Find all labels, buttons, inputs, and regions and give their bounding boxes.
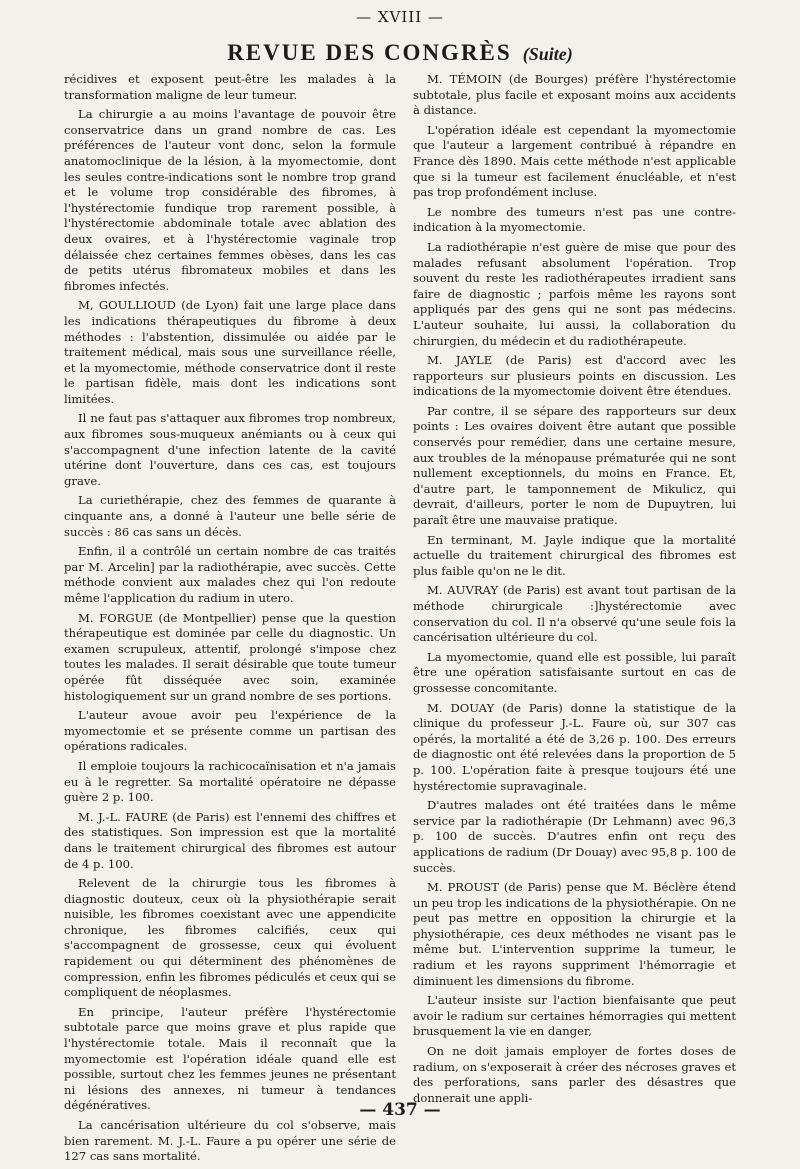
paragraph: Il emploie toujours la rachicocaïnisation et n'a jamais eu à le regretter. Sa mortalité opératoire ne dépasse guère 2 p. 100. [64, 758, 396, 805]
paragraph: récidives et exposent peut-être les malades à la transformation maligne de leur tumeur. [64, 72, 396, 102]
paragraph: La curiethérapie, chez des femmes de quarante à cinquante ans, a donné à l'auteur une belle série de succès : 86 cas sans un décès. [64, 493, 396, 539]
paragraph: L'auteur insiste sur l'action bienfaisante que peut avoir le radium sur certaines hémorragies qui mettent brusquement la vie en danger, [413, 993, 736, 1039]
paragraph: La chirurgie a au moins l'avantage de pouvoir être conservatrice dans un grand nombre de cas. Les préférences de l'auteur vont donc, selon la formule anatomoclinique de la lésion, à la myomectomie, dont les seules contre-indications sont le nombre trop grand et le volume trop considérable des fibromes, à l'hystérectomie fundique trop rarement possible, à l'hystérectomie abdominale totale avec ablation des deux ovaires, et à l'hystérectomie vaginale trop délaissée chez certaines femmes obèses, dans les cas de petits utérus fibromateux mobiles et dans les fibromes infectés. [64, 107, 396, 293]
paragraph: Enfin, il a contrôlé un certain nombre de cas traités par M. Arcelin] par la radiothérapie, avec succès. Cette méthode convient aux malades chez qui l'on redoute même l'application du radium in utero. [64, 544, 396, 605]
paragraph: D'autres malades ont été traitées dans le même service par la radiothérapie (Dr Lehmann) avec 96,3 p. 100 de succès. D'autres enfin ont reçu des applications de radium (Dr Douay) avec 95,8 p. 100 de succès. [413, 798, 736, 875]
paragraph: M, GOULLIOUD (de Lyon) fait une large place dans les indications thérapeutiques du fibrome à deux méthodes : l'abstention, dissimulée ou aidée par le traitement médical, mais sous une surveillance réelle, et la myomectomie, méthode conservatrice dont il reste le partisan fidèle, mais dont les indications sont limitées. [64, 298, 396, 406]
paragraph: M. FORGUE (de Montpellier) pense que la question thérapeutique est dominée par celle du diagnostic. Un examen scrupuleux, attentif, prolongé s'impose chez toutes les malades. Il serait désirable que toute tumeur opérée fût disséquée avec soin, examinée histologiquement sur un grand nombre de ses portions. [64, 610, 396, 703]
paragraph: M. J.-L. FAURE (de Paris) est l'ennemi des chiffres et des statistiques. Son impression est que la mortalité dans le traitement chirurgical des fibromes est autour de 4 p. 100. [64, 809, 396, 871]
paragraph: Le nombre des tumeurs n'est pas une contre-indication à la myomectomie. [413, 204, 736, 235]
paragraph: L'auteur avoue avoir peu l'expérience de la myomectomie et se présente comme un partisan des opérations radicales. [64, 708, 396, 754]
paragraph: M. TÉMOIN (de Bourges) préfère l'hystérectomie subtotale, plus facile et exposant moins aux accidents à distance. [413, 72, 736, 118]
roman-page-number: — XVIII — [356, 8, 444, 26]
paragraph: En principe, l'auteur préfère l'hystérectomie subtotale parce que moins grave et plus rapide que l'hystérectomie totale. Mais il reconnaît que la myomectomie est l'opération idéale quand elle est possible, surtout chez les femmes jeunes ne présentant ni lésions des annexes, ni tumeur à tendances dégénératives. [64, 1004, 396, 1113]
paragraph: Par contre, il se sépare des rapporteurs sur deux points : Les ovaires doivent être autant que possible conservés pour remédier, dans une certaine mesure, aux troubles de la ménopause prématurée qui ne sont nullement exceptionnels, du moins en France. Et, d'autre part, le tamponnement de Mikulicz, qui devrait, d'ailleurs, porter le nom de Dupuytren, lui paraît être une mauvaise pratique. [413, 403, 736, 528]
paragraph: La myomectomie, quand elle est possible, lui paraît être une opération satisfaisante surtout en cas de grossesse concomitante. [413, 649, 736, 695]
paragraph: Relevent de la chirurgie tous les fibromes à diagnostic douteux, ceux où la physiothérapie serait nuisible, les fibromes coexistant avec une appendicite chronique, les fibromes calcifiés, ceux qui s'accompagnent de grossesse, ceux qui évoluent rapidement ou qui déterminent des phénomènes de compression, enfin les fibromes pédiculés et ceux qui se compliquent de néoplasmes. [64, 876, 396, 1000]
paragraph: M. PROUST (de Paris) pense que M. Béclère étend un peu trop les indications de la physiothérapie. On ne peut pas mettre en opposition la chirurgie et la physiothérapie, ces deux méthodes ne visant pas le même but. L'intervention supprime la tumeur, le radium et les rayons suppriment l'hémorragie et diminuent les dimensions du fibrome. [413, 880, 736, 988]
paragraph: L'opération idéale est cependant la myomectomie que l'auteur a largement contribué à répandre en France dès 1890. Mais cette méthode n'est applicable que si la tumeur est facilement énucléable, et n'est pas trop profondément incluse. [413, 122, 736, 200]
paragraph: La radiothérapie n'est guère de mise que pour des malades refusant absolument l'opération. Trop souvent du reste les radiothérapeutes irradient sans faire de diagnostic ; parfois même les rayons sont appliqués par des gens qui ne sont pas médecins. L'auteur souhaite, lui aussi, la collaboration du chirurgien, du médecin et du radiothérapeute. [413, 239, 736, 348]
page-number: — 437 — [359, 1100, 441, 1120]
right-column [413, 72, 736, 1110]
paragraph: M. DOUAY (de Paris) donne la statistique de la clinique du professeur J.-L. Faure où, sur 307 cas opérés, la mortalité a été de 3,26 p. 100. Des erreurs de diagnostic ont été relevées dans la proportion de 5 p. 100. L'opération faite à presque toujours été une hystérectomie supravaginale. [413, 700, 736, 793]
journal-title: REVUE DES CONGRÈS [227, 40, 512, 65]
paragraph: Il ne faut pas s'attaquer aux fibromes trop nombreux, aux fibromes sous-muqueux anémiants ou à ceux qui s'accompagnent d'une infection latente de la cavité utérine dont l'ouverture, dans ces cas, est toujours grave. [64, 411, 396, 488]
page-header [0, 40, 800, 66]
paragraph: La cancérisation ultérieure du col s'observe, mais bien rarement. M. J.-L. Faure a pu opérer une série de 127 cas sans mortalité. [64, 1118, 396, 1164]
paragraph: En terminant, M. Jayle indique que la mortalité actuelle du traitement chirurgical des fibromes est plus faible qu'on ne le dit. [413, 532, 736, 578]
journal-title-suffix: (Suite) [522, 44, 573, 64]
left-column [64, 72, 396, 1169]
paragraph: M. AUVRAY (de Paris) est avant tout partisan de la méthode chirurgicale :]hystérectomie avec conservation du col. Il n'a observé qu'une seule fois la cancérisation ultérieure du col. [413, 583, 736, 645]
paragraph: On ne doit jamais employer de fortes doses de radium, on s'exposerait à créer des nécroses graves et des perforations, sans parler des désastres que donnerait une appli- [413, 1044, 736, 1105]
paragraph: M. JAYLE (de Paris) est d'accord avec les rapporteurs sur plusieurs points en discussion. Les indications de la myomectomie doivent être étendues. [413, 353, 736, 399]
